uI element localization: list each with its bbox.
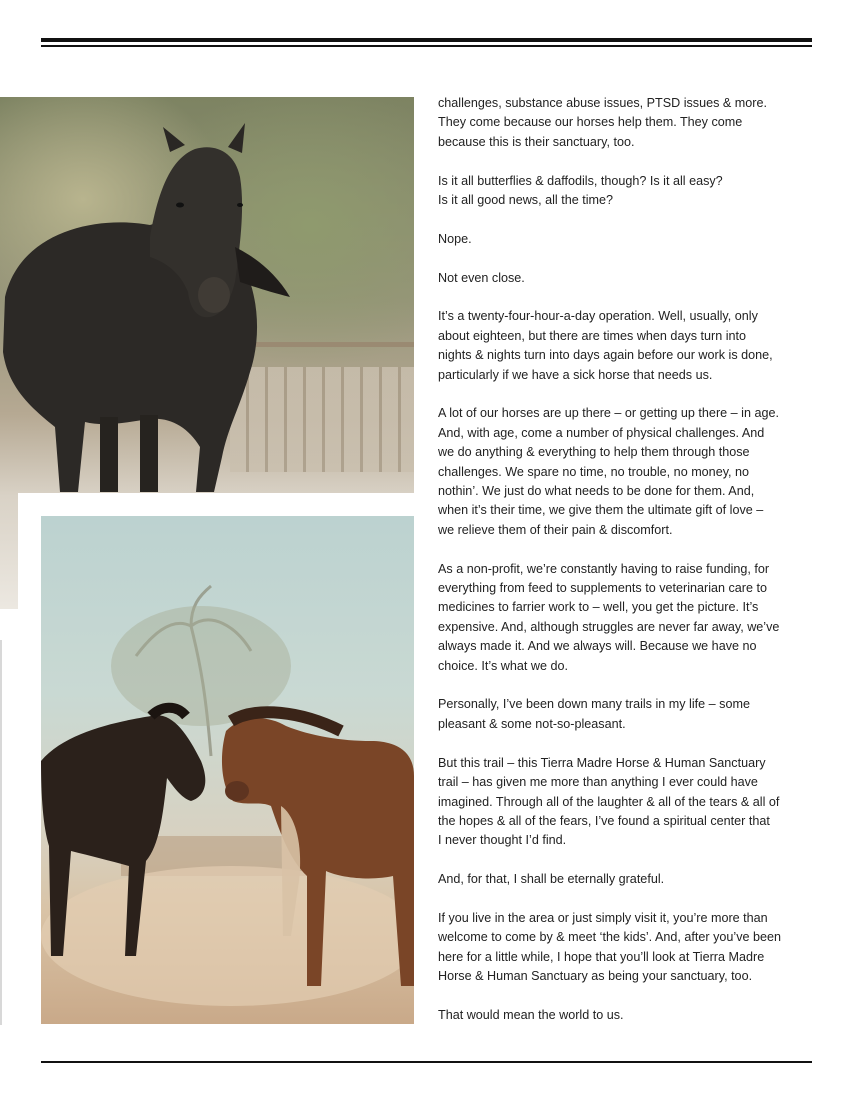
left-edge-strip — [0, 640, 2, 1025]
paragraph: As a non-profit, we’re constantly having to raise funding, for everything from feed to supplements to veterinarian care to medicines to farrier work to – well, you get the picture. It’s expensive. And, although struggles are never far away, we’ve always made it. And we always will. Because we have no choice. It’s what we do. — [438, 561, 780, 673]
paragraph: Nope. — [438, 231, 472, 246]
paragraph: If you live in the area or just simply visit it, you’re more than welcome to come by & meet ‘the kids’. And, after you’ve been here for a little while, I hope that you’ll look at Tierra Madre Horse & Human Sanctuary as being your sanctuary, too. — [438, 910, 782, 984]
paragraph: Is it all butterflies & daffodils, though? Is it all easy? Is it all good news, all the time? — [438, 173, 723, 208]
paragraph: Not even close. — [438, 270, 525, 285]
two-horses-illustration — [41, 516, 414, 1024]
paragraph: That would mean the world to us. — [438, 1007, 624, 1022]
article-text — [438, 94, 818, 1045]
top-rule-thick — [41, 38, 812, 42]
top-rule-thin — [41, 45, 812, 47]
paragraph: A lot of our horses are up there – or getting up there – in age. And, with age, come a number of physical challenges. And we do anything & everything to help them through those challenges. We spare no time, no trouble, no money, no nothin’. We just do what needs to be done for them. And, when it’s their time, we give them the ultimate gift of love – we relieve them of their pain & discomfort. — [438, 406, 779, 537]
paragraph: It’s a twenty-four-hour-a-day operation. Well, usually, only about eighteen, but there are times when days turn into nights & nights turn into days again before our work is done, particularly if we have a sick horse that needs us. — [438, 309, 773, 382]
paragraph: But this trail – this Tierra Madre Horse & Human Sanctuary trail – has given me more than anything I ever could have imagined. Through all of the laughter & all of the tears & all of the hopes & all of the fears, I’ve found a spiritual center that I never thought I’d find. — [438, 755, 780, 848]
paragraph: Personally, I’ve been down many trails in my life – some pleasant & some not-so-pleasant. — [438, 697, 750, 731]
paragraph: And, for that, I shall be eternally grateful. — [438, 872, 665, 887]
photo-two-horses — [41, 516, 414, 1024]
bottom-rule — [41, 1061, 812, 1063]
paragraph: challenges, substance abuse issues, PTSD issues & more. They come because our horses help them. They come because this is their sanctuary, too. — [438, 96, 767, 149]
